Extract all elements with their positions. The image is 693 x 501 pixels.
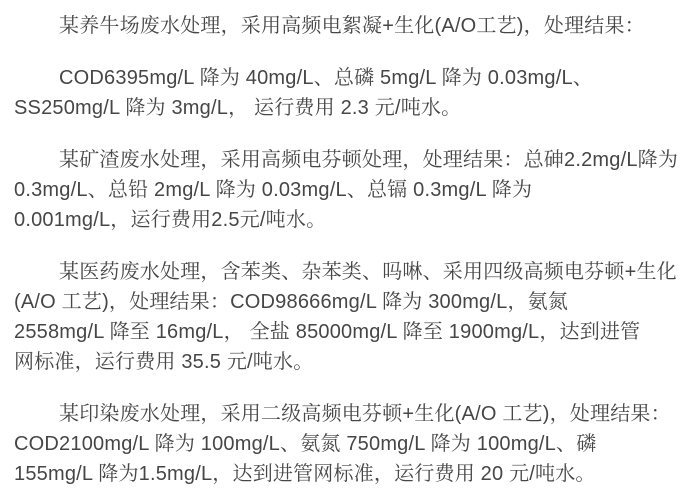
text-line: 某矿渣废水处理，采用高频电芬顿处理，处理结果：总砷2.2mg/L降为 bbox=[59, 149, 679, 171]
paragraph-slag-wastewater bbox=[14, 145, 679, 235]
text-line: 网标准，运行费用 35.5 元/吨水。 bbox=[14, 351, 314, 373]
text-line: 155mg/L 降为1.5mg/L，达到进管网标准，运行费用 20 元/吨水。 bbox=[14, 463, 596, 485]
text-line: 某养牛场废水处理，采用高频电絮凝+生化(A/O工艺)，处理结果： bbox=[59, 15, 645, 37]
text-line: SS250mg/L 降为 3mg/L， 运行费用 2.3 元/吨水。 bbox=[14, 97, 462, 119]
text-line: 2558mg/L 降至 16mg/L， 全盐 85000mg/L 降至 1900mg/L，达到进管 bbox=[14, 321, 641, 343]
paragraph-dyeing-wastewater bbox=[14, 399, 679, 489]
paragraph-pharma-wastewater bbox=[14, 257, 679, 377]
paragraph-cattle-farm-results bbox=[14, 63, 679, 123]
text-line: 某医药废水处理，含苯类、杂苯类、吗啉、采用四级高频电芬顿+生化 bbox=[59, 261, 677, 283]
text-line: COD6395mg/L 降为 40mg/L、总磷 5mg/L 降为 0.03mg/L、 bbox=[59, 67, 593, 89]
text-line: 某印染废水处理，采用二级高频电芬顿+生化(A/O 工艺)，处理结果： bbox=[59, 403, 671, 425]
text-line: 0.3mg/L、总铅 2mg/L 降为 0.03mg/L、总镉 0.3mg/L 降为 bbox=[14, 179, 533, 201]
text-line: 0.001mg/L，运行费用2.5元/吨水。 bbox=[14, 209, 327, 231]
text-line: COD2100mg/L 降为 100mg/L、氨氮 750mg/L 降为 100mg/L、磷 bbox=[14, 433, 597, 455]
text-line: (A/O 工艺)，处理结果：COD98666mg/L 降为 300mg/L，氨氮 bbox=[14, 291, 569, 313]
paragraph-cattle-farm bbox=[14, 11, 679, 41]
